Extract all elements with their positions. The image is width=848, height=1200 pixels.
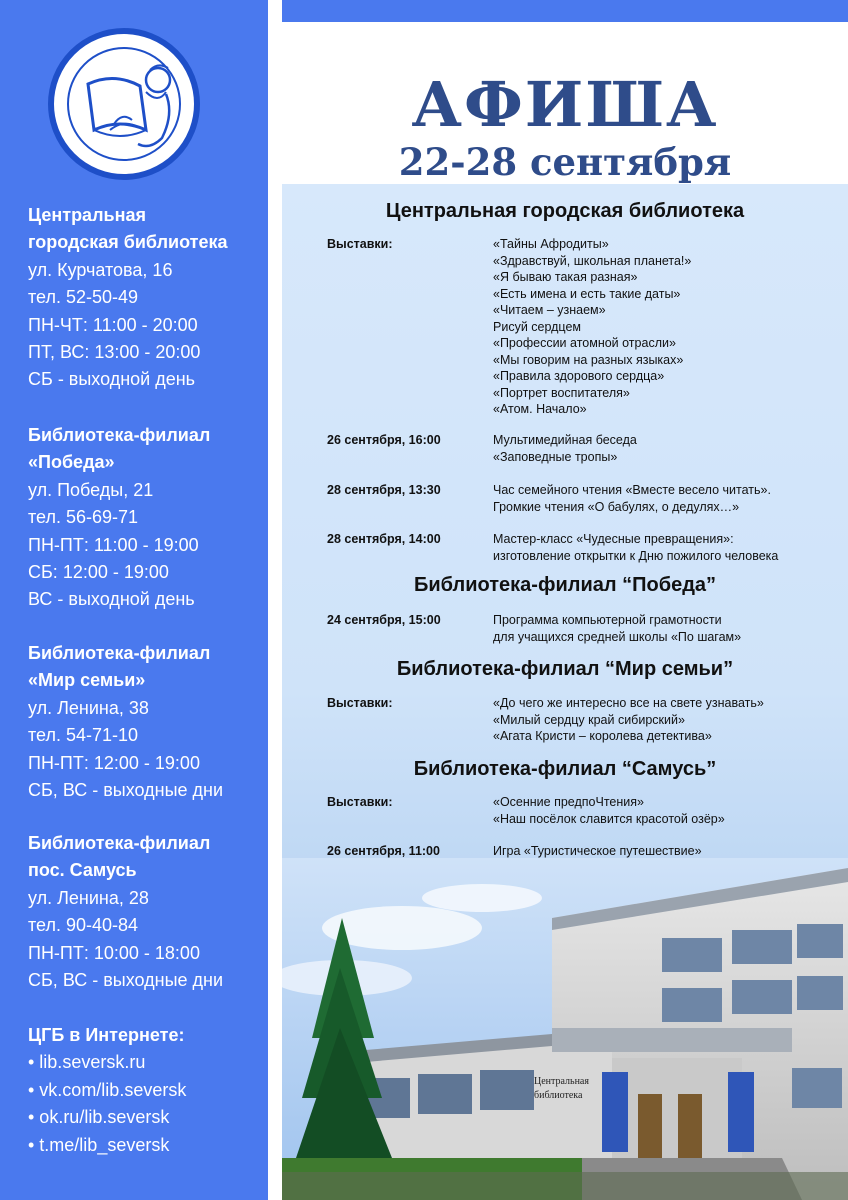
event-date-label: 28 сентября, 13:30 (327, 483, 441, 497)
contact-detail-line: тел. 56-69-71 (28, 507, 139, 528)
event-description (493, 531, 778, 564)
event-line: «Читаем – узнаем» (493, 303, 606, 317)
event-line: Программа компьютерной грамотности (493, 613, 722, 627)
contact-detail-line: ул. Ленина, 38 (28, 697, 149, 718)
section-title: Библиотека-филиал “Мир семьи” (396, 658, 734, 680)
contact-detail-line: СБ, ВС - выходные дни (28, 780, 224, 801)
event-date-label: Выставки: (327, 237, 393, 251)
event-line: «Правила здорового сердца» (493, 369, 665, 383)
contact-heading-line: Библиотека-филиал (28, 643, 211, 663)
event-line: «Есть имена и есть такие даты» (493, 286, 681, 301)
contact-block (28, 640, 264, 804)
contact-block (28, 422, 264, 614)
event-line: «Я бываю такая разная» (493, 270, 638, 284)
section-title: Центральная городская библиотека (385, 200, 745, 222)
main-panel (282, 0, 848, 1200)
event-description (493, 236, 691, 418)
contact-detail-line[interactable]: • vk.com/lib.seversk (28, 1079, 187, 1100)
event-description (493, 794, 725, 827)
event-line: Рисуй сердцем (493, 319, 582, 334)
contact-heading-line: Библиотека-филиал (28, 425, 211, 445)
contact-detail-line: ПН-ПТ: 10:00 - 18:00 (28, 942, 200, 963)
event-line: Час семейного чтения «Вместе весело читать». (493, 483, 771, 497)
contact-block (28, 830, 264, 994)
event-line: «Портрет воспитателя» (493, 385, 630, 400)
heading-area (282, 22, 848, 184)
contact-detail-line[interactable]: • lib.seversk.ru (28, 1052, 146, 1073)
contact-heading-line: «Победа» (28, 452, 115, 473)
contact-detail-line: тел. 52-50-49 (28, 287, 139, 308)
event-line: «Милый сердцу край сибирский» (493, 712, 685, 727)
event-date-label: 24 сентября, 15:00 (327, 613, 441, 627)
contact-detail-line[interactable]: • t.me/lib_seversk (28, 1134, 170, 1155)
event-line: Громкие чтения «О бабулях, о дедулях…» (493, 499, 740, 514)
contact-block (28, 1022, 264, 1159)
event-line: «До чего же интересно все на свете узнавать» (493, 696, 764, 710)
contact-detail-line: ВС - выходной день (28, 589, 195, 610)
event-line: «Профессии атомной отрасли» (493, 336, 676, 350)
section-title: Библиотека-филиал “Победа” (413, 574, 717, 596)
event-date-label: 28 сентября, 14:00 (327, 532, 441, 546)
event-date-label: Выставки: (327, 795, 393, 809)
event-line: изготовление открытки к Дню пожилого человека (493, 548, 779, 563)
event-line: «Здравствуй, школьная планета!» (493, 253, 692, 268)
contact-detail-line: тел. 90-40-84 (28, 915, 139, 936)
contact-detail-line[interactable]: • ok.ru/lib.seversk (28, 1107, 170, 1128)
contact-detail-line: ул. Курчатова, 16 (28, 259, 173, 280)
event-description (493, 482, 771, 515)
contact-heading-line: пос. Самусь (28, 860, 137, 881)
event-date-label: 26 сентября, 11:00 (327, 844, 440, 858)
contact-detail-line: ул. Ленина, 28 (28, 887, 149, 908)
contact-detail-line: ПН-ЧТ: 11:00 - 20:00 (28, 314, 198, 335)
event-description (493, 843, 702, 860)
contact-heading-line: «Мир семьи» (28, 670, 146, 691)
contact-detail-line: СБ, ВС - выходные дни (28, 970, 224, 991)
event-description (493, 695, 764, 745)
event-date-label: 26 сентября, 16:00 (327, 433, 441, 447)
event-line: Игра «Туристическое путешествие» (493, 844, 702, 858)
library-building-photo (282, 858, 848, 1200)
contact-block (28, 202, 264, 394)
contact-heading-line: Центральная (28, 205, 146, 225)
event-line: «Осенние предпоЧтения» (493, 795, 644, 809)
contact-detail-line: ул. Победы, 21 (28, 479, 154, 500)
event-line: «Мы говорим на разных языках» (493, 352, 684, 367)
event-line: «Заповедные тропы» (493, 449, 618, 464)
contact-detail-line: ПН-ПТ: 11:00 - 19:00 (28, 534, 199, 555)
contact-detail-line: тел. 54-71-10 (28, 725, 139, 746)
contact-detail-line: ПТ, ВС: 13:00 - 20:00 (28, 342, 201, 363)
contact-heading-line: городская библиотека (28, 232, 228, 253)
contact-heading-line: Библиотека-филиал (28, 833, 211, 853)
event-line: Мастер-класс «Чудесные превращения»: (493, 532, 734, 546)
top-accent-bar (282, 0, 848, 22)
library-logo (48, 28, 200, 180)
building-sign-line2: библиотека (534, 1090, 583, 1101)
event-line: Мультимедийная беседа (493, 433, 637, 447)
contact-detail-line: ПН-ПТ: 12:00 - 19:00 (28, 752, 200, 773)
building-sign: Центральная (534, 1076, 589, 1087)
contact-detail-line: СБ: 12:00 - 19:00 (28, 562, 169, 583)
poster-title: АФИША (411, 68, 719, 141)
poster-dates: 22-28 сентября (398, 140, 732, 184)
reader-book-icon (54, 34, 194, 174)
sidebar (0, 0, 268, 1200)
event-line: «Наш посёлок славится красотой озёр» (493, 811, 725, 826)
event-description (493, 612, 741, 645)
event-date-label: Выставки: (327, 696, 393, 710)
contact-heading-line: ЦГБ в Интернете: (28, 1025, 185, 1045)
event-line: для учащихся средней школы «По шагам» (493, 629, 742, 644)
event-line: «Атом. Начало» (493, 402, 587, 416)
event-line: «Агата Кристи – королева детектива» (493, 729, 712, 743)
contact-detail-line: СБ - выходной день (28, 369, 196, 390)
event-description (493, 432, 637, 465)
section-title: Библиотека-филиал “Самусь” (413, 758, 717, 780)
event-line: «Тайны Афродиты» (493, 237, 609, 251)
